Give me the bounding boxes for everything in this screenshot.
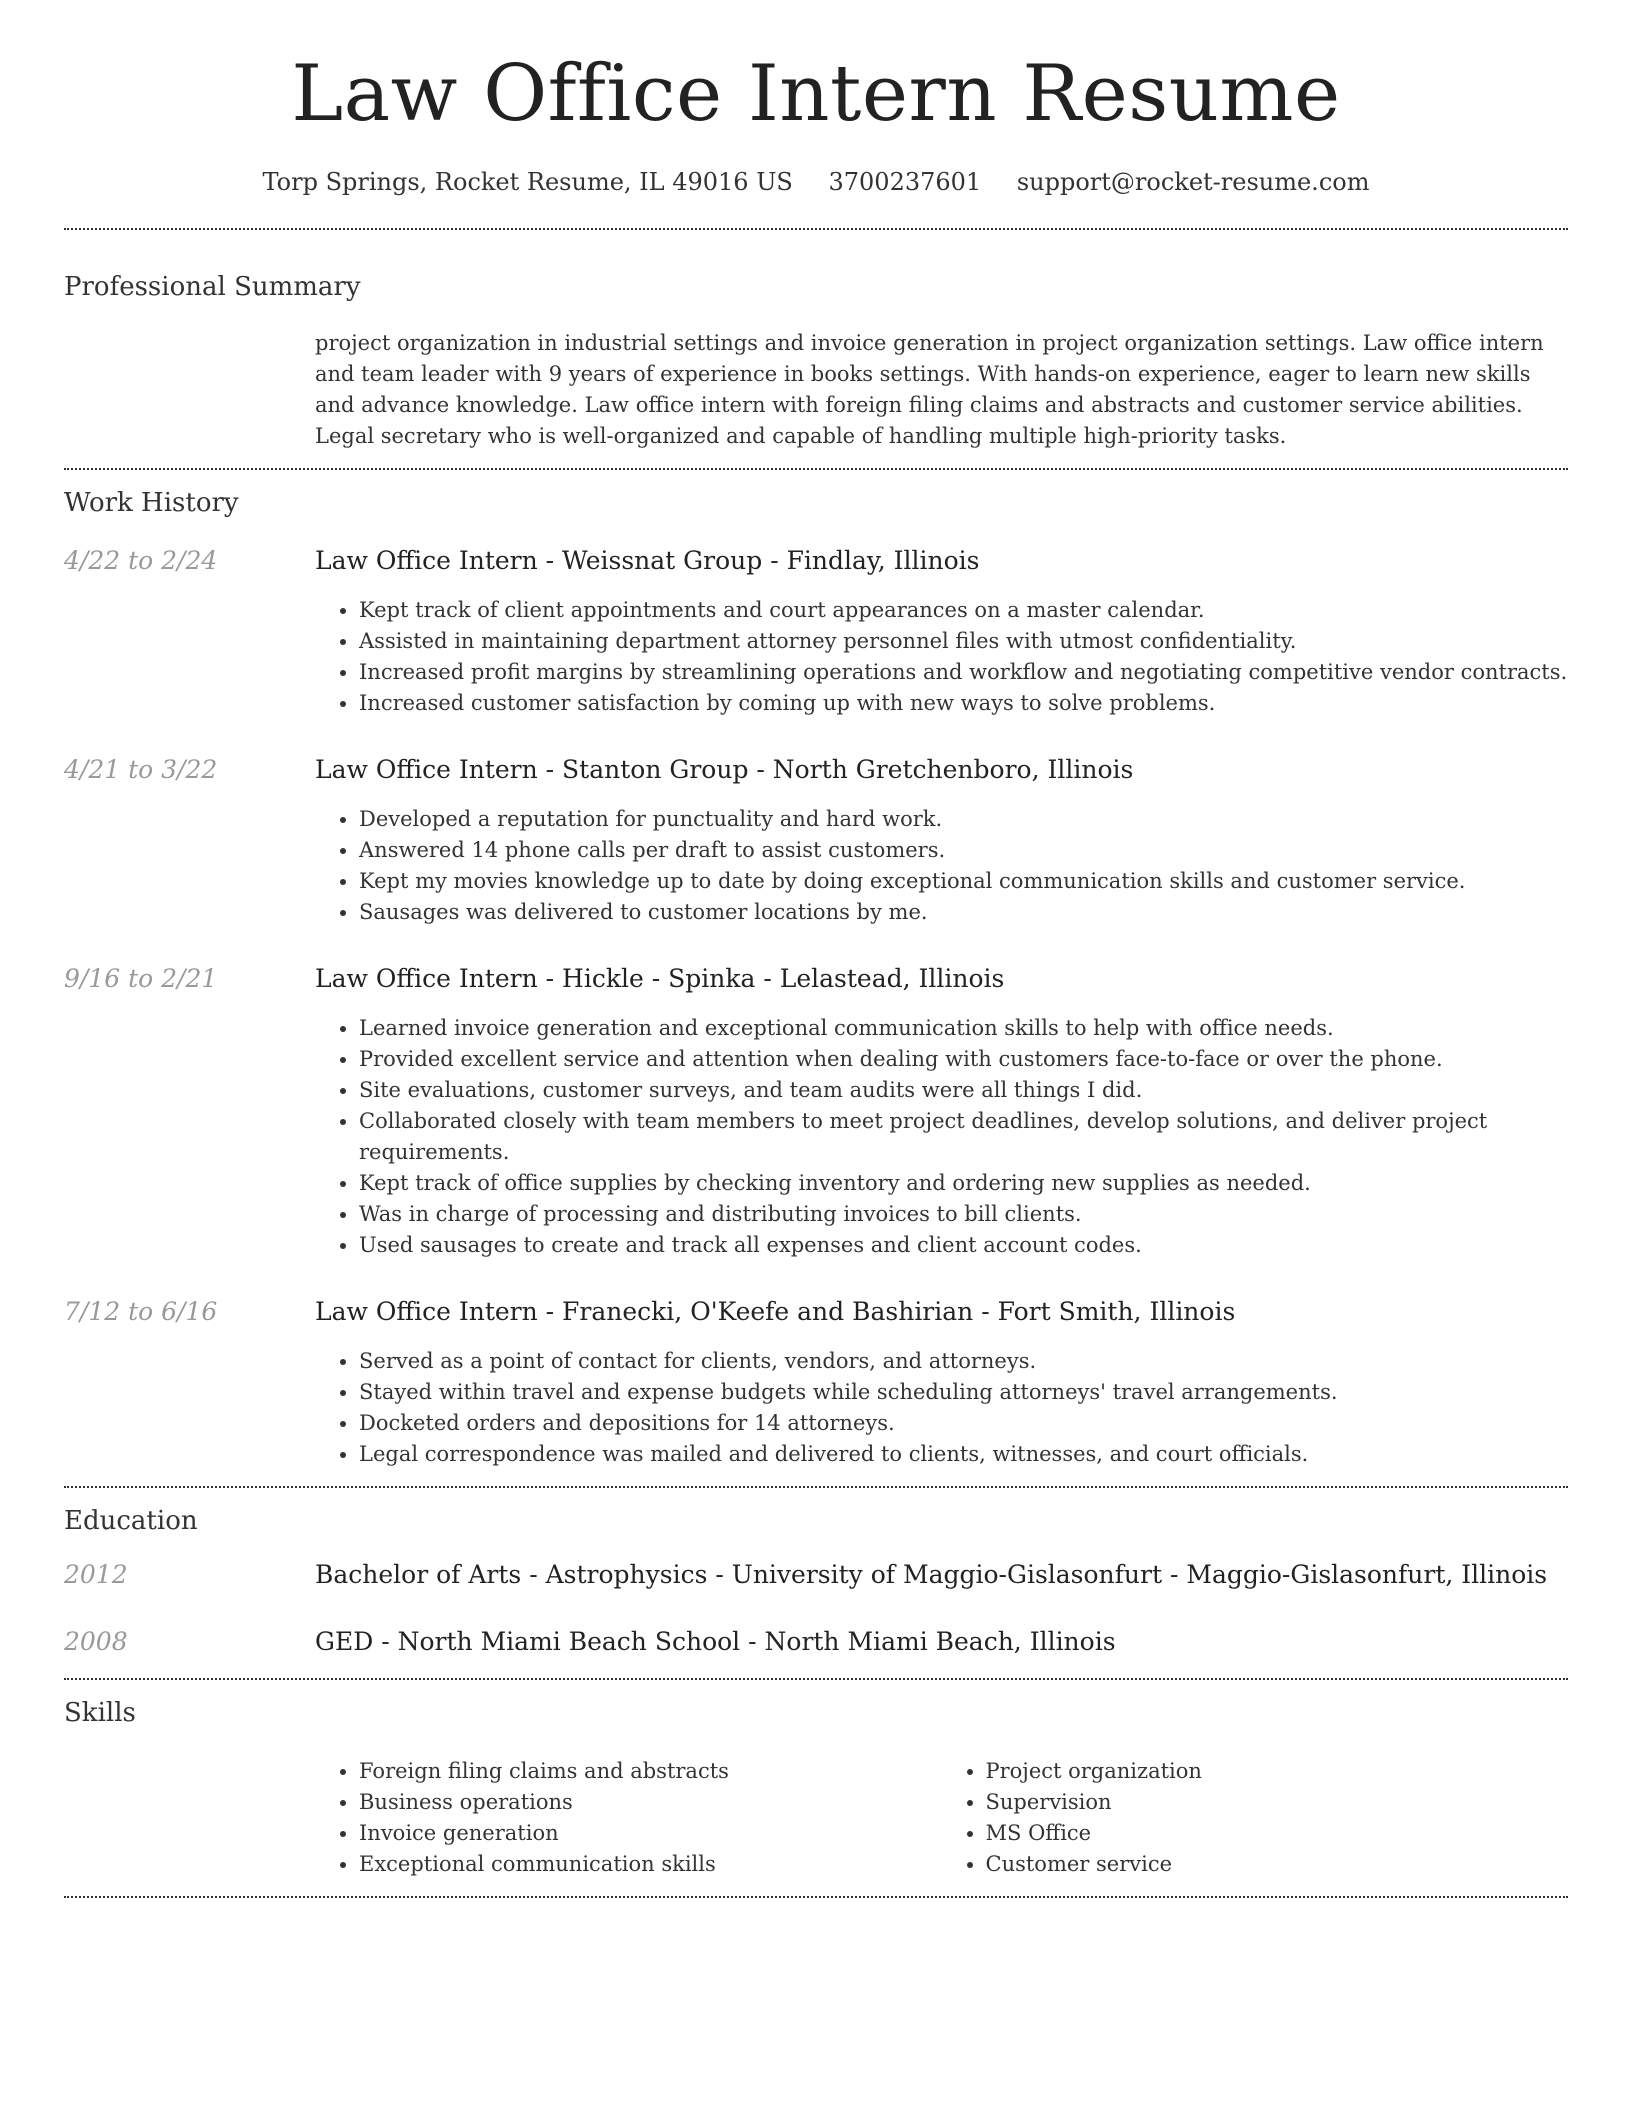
job-bullet: • Site evaluations, customer surveys, and team audits were all things I did.: [359, 1075, 1568, 1106]
job-dates: 9/16 to 2/21: [64, 963, 218, 993]
job-bullet: • Learned invoice generation and exceptional communication skills to help with office needs.: [359, 1013, 1568, 1044]
job-entry: [64, 755, 1568, 928]
resume-title: Law Office Intern Resume: [291, 49, 1341, 139]
job-header-row: [64, 1297, 1568, 1326]
skills-spacer: [64, 1728, 315, 1880]
job-bullet: • Docketed orders and depositions for 14 attorneys.: [359, 1408, 1568, 1439]
job-bullet: • Developed a reputation for punctuality and hard work.: [359, 804, 1568, 835]
job-title: Law Office Intern - Hickle - Spinka - Lelastead, Illinois: [315, 963, 1005, 993]
job-bullet: • Stayed within travel and expense budgets while scheduling attorneys' travel arrangements.: [359, 1377, 1568, 1408]
skills-grid: [315, 1756, 1568, 1880]
skill-item: • Project organization: [986, 1756, 1569, 1787]
job-bullets-content: [315, 804, 1568, 928]
job-bullets-row: [64, 595, 1568, 719]
contact-address: Torp Springs, Rocket Resume, IL 49016 US: [262, 167, 793, 196]
summary-content: [315, 302, 1568, 468]
skills-list: [315, 1756, 942, 1880]
job-bullet: • Increased customer satisfaction by coming up with new ways to solve problems.: [359, 688, 1568, 719]
job-header-row: [64, 755, 1568, 784]
summary-heading: Professional Summary: [64, 271, 361, 302]
job-bullet: • Was in charge of processing and distributing invoices to bill clients.: [359, 1199, 1568, 1230]
skill-item: • Customer service: [986, 1849, 1569, 1880]
education-section: [64, 1488, 1568, 1656]
job-entry: [64, 546, 1568, 719]
job-bullet-list: [315, 595, 1568, 719]
work-history-section: [64, 470, 1568, 1470]
job-bullets-content: [315, 595, 1568, 719]
job-bullet: • Answered 14 phone calls per draft to assist customers.: [359, 835, 1568, 866]
job-bullet: • Served as a point of contact for clients, vendors, and attorneys.: [359, 1346, 1568, 1377]
education-year: 2008: [64, 1626, 128, 1656]
resume-header: [64, 0, 1568, 196]
skills-column-right: [942, 1756, 1569, 1880]
job-title: Law Office Intern - Franecki, O'Keefe and Bashirian - Fort Smith, Illinois: [315, 1296, 1236, 1326]
job-entry: [64, 964, 1568, 1261]
job-bullet: • Collaborated closely with team members to meet project deadlines, develop solutions, and deliver project requirements.: [359, 1106, 1568, 1168]
job-bullets-row: [64, 1013, 1568, 1261]
skills-section: [64, 1680, 1568, 1880]
job-bullets-spacer: [64, 804, 315, 928]
summary-text: project organization in industrial settings and invoice generation in project organization settings. Law office intern and team leader with 9 years of experience in books settings. With hands-on experience, eager to learn new skills and advance knowledge. Law office intern with foreign filing claims and abstracts and customer service abilities. Legal secretary who is well-organized and capable of handling multiple high-priority tasks.: [315, 330, 1544, 448]
job-bullet: • Assisted in maintaining department attorney personnel files with utmost confidentiality.: [359, 626, 1568, 657]
skills-heading: Skills: [64, 1697, 136, 1728]
education-heading: Education: [64, 1505, 198, 1536]
job-bullet-list: [315, 1013, 1568, 1261]
summary-section: [64, 230, 1568, 468]
job-bullet: • Used sausages to create and track all expenses and client account codes.: [359, 1230, 1568, 1261]
job-bullets-spacer: [64, 1013, 315, 1261]
education-entry: [64, 1627, 1568, 1656]
job-dates: 4/22 to 2/24: [64, 545, 218, 575]
job-bullet: • Increased profit margins by streamlining operations and workflow and negotiating competitive vendor contracts.: [359, 657, 1568, 688]
skill-item: • Supervision: [986, 1787, 1569, 1818]
skills-divider: [64, 1896, 1568, 1898]
education-year: 2012: [64, 1559, 128, 1589]
job-bullets-content: [315, 1013, 1568, 1261]
job-bullet: • Kept track of office supplies by checking inventory and ordering new supplies as needed.: [359, 1168, 1568, 1199]
job-title: Law Office Intern - Weissnat Group - Findlay, Illinois: [315, 545, 980, 575]
job-bullets-spacer: [64, 595, 315, 719]
skill-item: • MS Office: [986, 1818, 1569, 1849]
job-dates: 4/21 to 3/22: [64, 754, 218, 784]
summary-spacer: [64, 302, 315, 468]
skills-column-left: [315, 1756, 942, 1880]
job-bullets-spacer: [64, 1346, 315, 1470]
education-degree: GED - North Miami Beach School - North Miami Beach, Illinois: [315, 1626, 1116, 1656]
job-bullet: • Legal correspondence was mailed and delivered to clients, witnesses, and court officials.: [359, 1439, 1568, 1470]
skills-list: [942, 1756, 1569, 1880]
job-bullets-row: [64, 804, 1568, 928]
job-dates: 7/12 to 6/16: [64, 1296, 218, 1326]
contact-email: support@rocket-resume.com: [1016, 167, 1370, 196]
contact-phone: 3700237601: [828, 167, 982, 196]
skills-row: [64, 1728, 1568, 1880]
contact-line: [64, 168, 1568, 196]
work-history-heading: Work History: [64, 487, 239, 518]
job-bullet-list: [315, 804, 1568, 928]
job-bullet: • Kept track of client appointments and court appearances on a master calendar.: [359, 595, 1568, 626]
job-bullet: • Kept my movies knowledge up to date by doing exceptional communication skills and customer service.: [359, 866, 1568, 897]
summary-row: [64, 302, 1568, 468]
job-header-row: [64, 964, 1568, 993]
job-header-row: [64, 546, 1568, 575]
skill-item: • Foreign filing claims and abstracts: [359, 1756, 942, 1787]
skill-item: • Exceptional communication skills: [359, 1849, 942, 1880]
job-title: Law Office Intern - Stanton Group - North Gretchenboro, Illinois: [315, 754, 1134, 784]
job-bullets-row: [64, 1346, 1568, 1470]
skill-item: • Invoice generation: [359, 1818, 942, 1849]
education-entry: [64, 1560, 1568, 1589]
job-entry: [64, 1297, 1568, 1470]
job-bullet: • Provided excellent service and attention when dealing with customers face-to-face or over the phone.: [359, 1044, 1568, 1075]
skill-item: • Business operations: [359, 1787, 942, 1818]
job-bullets-content: [315, 1346, 1568, 1470]
job-bullet-list: [315, 1346, 1568, 1470]
education-degree: Bachelor of Arts - Astrophysics - University of Maggio-Gislasonfurt - Maggio-Gislasonfurt, Illinois: [315, 1559, 1548, 1589]
job-bullet: • Sausages was delivered to customer locations by me.: [359, 897, 1568, 928]
